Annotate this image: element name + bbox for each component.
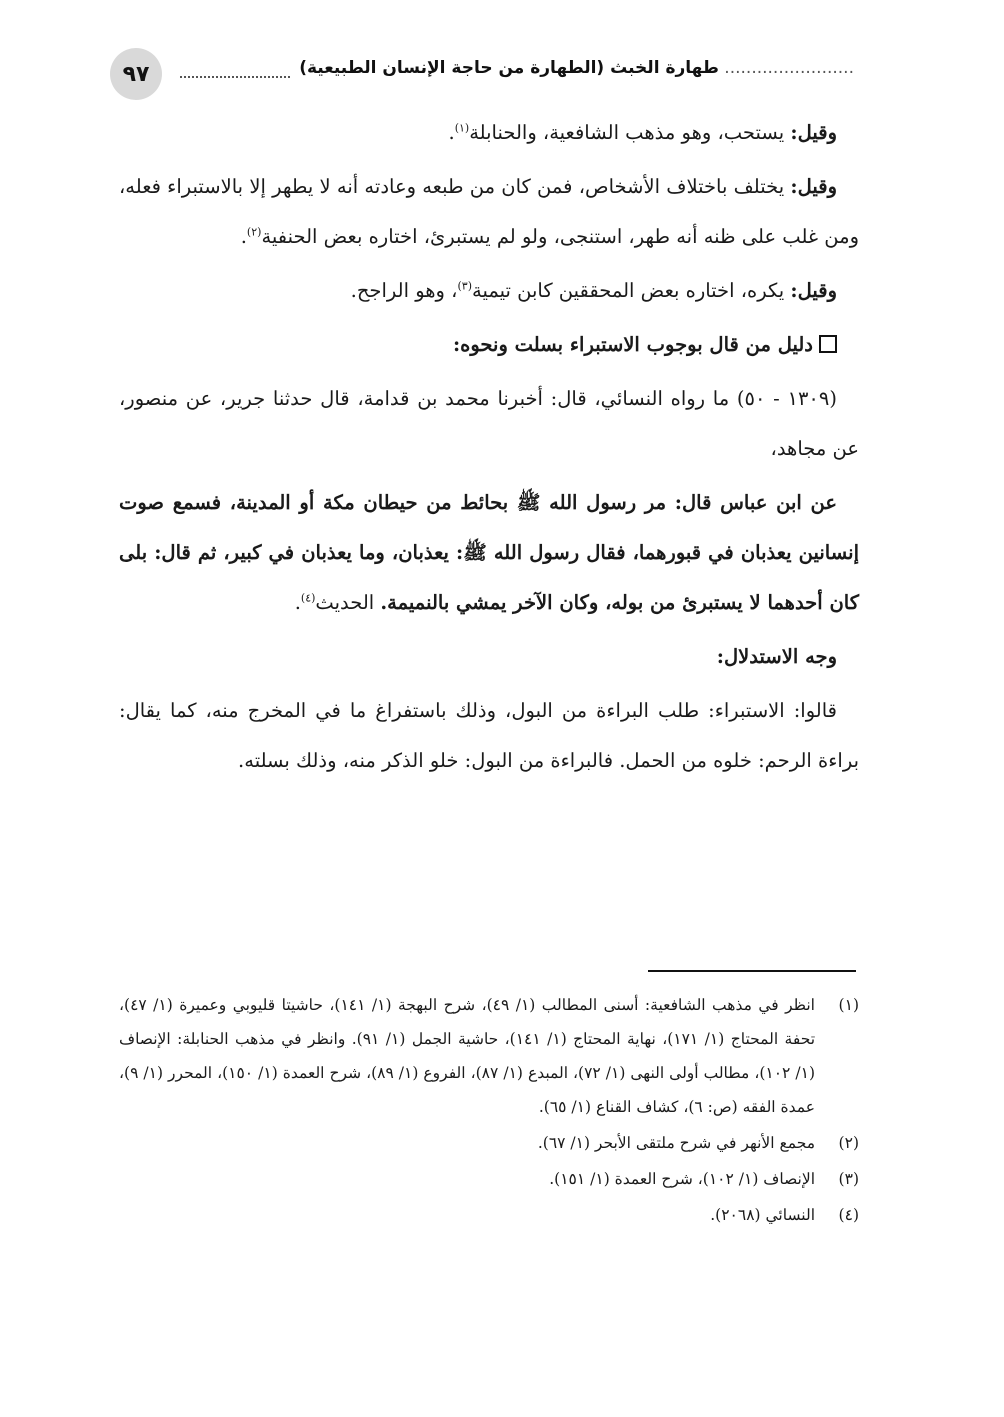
footnote-item: [119, 1198, 859, 1232]
subheading-inference: وجه الاستدلال:: [716, 645, 837, 668]
running-title: [299, 58, 854, 78]
footnote-ref: (٤): [300, 591, 316, 605]
footnote-item: [119, 1126, 859, 1160]
footnote-item: [119, 1162, 859, 1196]
footnote-number: (٢): [838, 1134, 859, 1152]
footnote-ref: (١): [454, 121, 470, 135]
opinion-tail: .: [448, 121, 455, 144]
page-header: [110, 48, 854, 98]
footnote-text: انظر في مذهب الشافعية: أسنى المطالب (١/ ٤٩)، شرح البهجة (١/ ١٤١)، حاشيتا قليوبي وعميرة (١/ ٤٧)، تحفة المحتاج (١/ ١٧١)، نهاية المحتاج (١/ ١٤١)، حاشية الجمل (١/ ٩١). وانظر في مذهب الحنابلة: الإنصاف (١/ ١٠٢)، مطالب أولى النهى (١/ ٧٢)، المبدع (١/ ٨٧)، الفروع (١/ ٨٩)، شرح العمدة (١/ ١٥٠)، المحرر (١/ ٩)، عمدة الفقه (ص: ٦)، كشاف القناع (١/ ٦٥).: [119, 996, 816, 1116]
footnote-item: [119, 988, 859, 1124]
header-dotted-leader: [180, 76, 290, 78]
footnote-text: الإنصاف (١/ ١٠٢)، شرح العمدة (١/ ١٥١).: [549, 1170, 815, 1188]
checkbox-bullet-icon: [819, 335, 837, 353]
opinion-text: يختلف باختلاف الأشخاص، فمن كان من طبعه وعادته أنه لا يطهر إلا بالاستبراء فعله، ومن غلب على ظنه أنه طهر، استنجى، ولو لم يستبرئ، اختاره بعض الحنفية: [119, 175, 859, 248]
footnote-text: مجمع الأنهر في شرح ملتقى الأبحر (١/ ٦٧).: [537, 1134, 815, 1152]
hadith-bold-text: عن ابن عباس قال: مر رسول الله ﷺ بحائط من حيطان مكة أو المدينة، فسمع صوت إنسانين يعذبان في قبورهما، فقال رسول الله ﷺ: يعذبان، وما يعذبان في كبير، ثم قال: بلى كان أحدهما لا يستبرئ من بوله، وكان الآخر يمشي بالنميمة.: [119, 491, 859, 614]
paragraph-opinion-1: [119, 108, 859, 158]
running-title-text: طهارة الخبث (الطهارة من حاجة الإنسان الطبيعية): [299, 58, 719, 78]
opinion-label: وقيل:: [790, 121, 837, 144]
footnote-ref: (٢): [246, 225, 262, 239]
paragraph-inference: قالوا: الاستبراء: طلب البراءة من البول، وذلك باستفراغ ما في المخرج منه، كما يقال: براءة الرحم: خلوه من الحمل. فالبراءة من البول: خلو الذكر منه، وذلك بسلته.: [119, 699, 859, 772]
footnote-text: النسائي (٢٠٦٨).: [710, 1206, 815, 1224]
paragraph-hadith-text: [119, 478, 859, 628]
footnote-ref: (٣): [457, 279, 472, 293]
paragraph-hadith-chain: (١٣٠٩ - ٥٠) ما رواه النسائي، قال: أخبرنا محمد بن قدامة، قال حدثنا جرير، عن منصور، عن مجاهد،: [119, 387, 859, 460]
section-heading: [119, 320, 859, 370]
footnote-number: (١): [838, 996, 859, 1014]
footnote-number: (٤): [838, 1206, 859, 1224]
opinion-tail: .: [240, 225, 247, 248]
opinion-tail: ، وهو الراجح.: [350, 279, 458, 302]
footnote-number: (٣): [838, 1170, 859, 1188]
opinion-label: وقيل:: [790, 279, 837, 302]
paragraph-opinion-2: [119, 162, 859, 262]
section-heading-text: دليل من قال بوجوب الاستبراء بسلت ونحوه:: [452, 333, 813, 356]
hadith-tail: .: [294, 591, 301, 614]
opinion-label: وقيل:: [790, 175, 837, 198]
footnote-separator: [648, 970, 856, 972]
opinion-text: يستحب، وهو مذهب الشافعية، والحنابلة: [469, 121, 791, 144]
hadith-normal-text: الحديث: [315, 591, 381, 614]
opinion-text: يكره، اختاره بعض المحققين كابن تيمية: [471, 279, 791, 302]
footnotes-section: [119, 988, 859, 1234]
main-text: [119, 108, 859, 790]
header-dotted-leader-right: ........................: [718, 58, 854, 78]
paragraph-opinion-3: [119, 266, 859, 316]
page-number-badge: ٩٧: [110, 48, 162, 100]
